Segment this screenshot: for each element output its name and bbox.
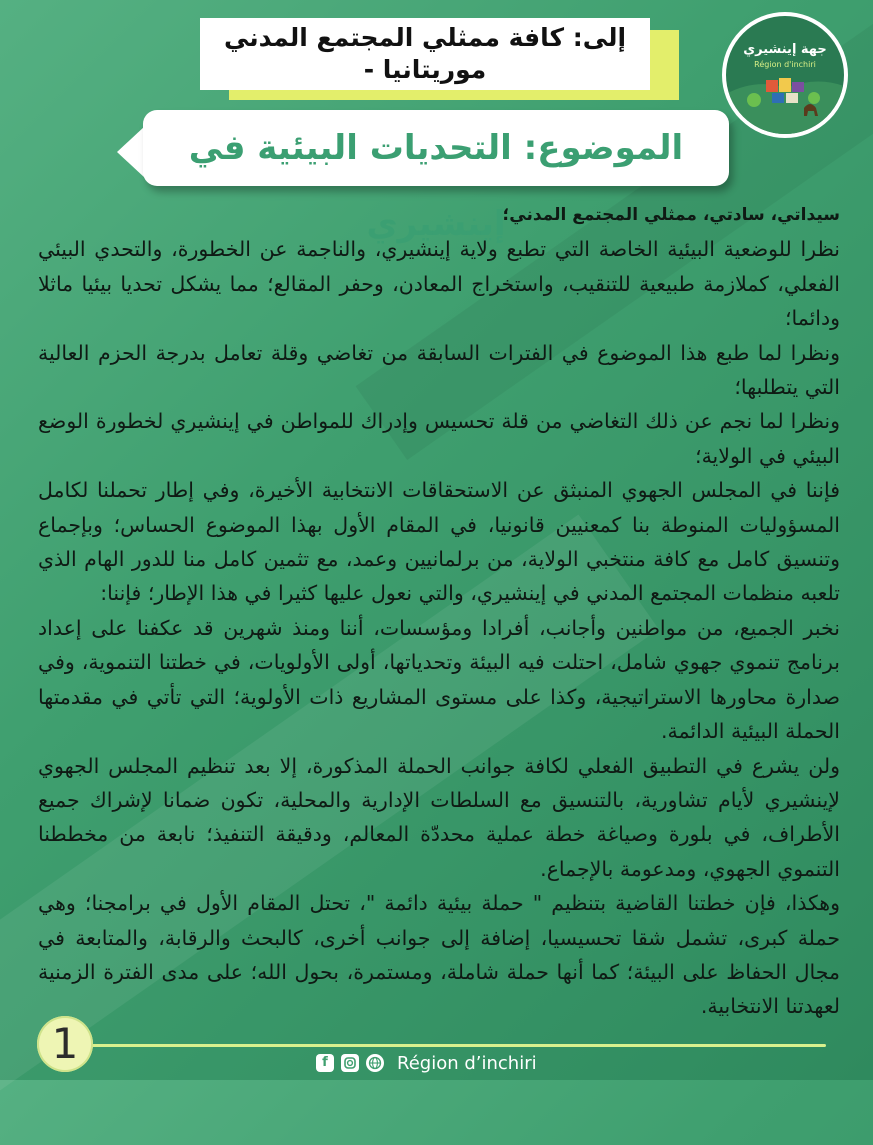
- subject-arrow: [117, 126, 145, 178]
- footer-social: [316, 1050, 537, 1076]
- paragraph: فإننا في المجلس الجهوي المنبثق عن الاستحقاقات الانتخابية الأخيرة، وفي إطار تحملنا لكامل المسؤوليات المنوطة بنا كمعنيين قانونيا، في المقام الأول بهذا الموضوع الحساس؛ وبإجماع وتنسيق كامل مع كافة منتخبي الولاية، من برلمانيين وعمد، مع تثمين كامل منا للدور الهام الذي تلعبه منظمات المجتمع المدني في إينشيري، والتي نعول عليها كثيرا في هذا الإطار؛ فإننا:: [38, 478, 840, 606]
- paragraph: نخبر الجميع، من مواطنين وأجانب، أفرادا ومؤسسات، أننا ومنذ شهرين قد عكفنا على إعداد برنامج تنموي جهوي شامل، احتلت فيه البيئة وتحدياتها، أولى الأولويات، في خطتنا التنموية، وفي صدارة محاورها الاستراتيجية، وكذا على مستوى المشاريع ذات الأولوية؛ التي تأتي في مقدمتها الحملة البيئية الدائمة.: [38, 615, 840, 744]
- region-logo: [722, 12, 848, 138]
- paragraph: ولن يشرع في التطبيق الفعلي لكافة جوانب الحملة المذكورة، إلا بعد تنظيم المجلس الجهوي لإينشيري لأيام تشاورية، بالتنسيق مع السلطات الإدارية والمحلية، تكون ضمانا لإشراك جميع الأطراف، في بلورة وصياغة خطة عملية محددّة المعالم، ودقيقة التنفيذ؛ نابعة من مخططنا التنموي الجهوي، ومدعومة بالإجماع.: [38, 753, 840, 881]
- footer-region-name: Région d’inchiri: [397, 1052, 537, 1074]
- facebook-icon[interactable]: f: [316, 1054, 334, 1072]
- footer-divider: [82, 1044, 826, 1047]
- web-globe-icon[interactable]: [366, 1054, 384, 1072]
- paragraph: ونظرا لما نجم عن ذلك التغاضي من قلة تحسيس وإدراك للمواطن في إينشيري لخطورة الوضع البيئي في الولاية؛: [38, 409, 840, 468]
- recipient-line-2: موريتانيا -: [363, 55, 487, 84]
- salutation: سيداتي، سادتي، ممثلي المجتمع المدني؛: [502, 205, 840, 225]
- subject-title: الموضوع: التحديات البيئية في إينشيري: [188, 128, 684, 244]
- paragraph: وهكذا، فإن خطتنا القاضية بتنظيم " حملة بيئية دائمة "، تحتل المقام الأول في برامجنا؛ وهي حملة كبرى، تشمل شقا تحسيسيا، إضافة إلى جوانب أخرى، كالبحث والرقابة، والمتابعة في مجال الحفاظ على البيئة؛ كما أنها حملة شاملة، ومستمرة، بحول الله؛ على مدى الفترة الزمنية لعهدتنا الانتخابية.: [38, 891, 840, 1019]
- logo-illustration: [726, 16, 844, 134]
- paragraph: ونظرا لما طبع هذا الموضوع في الفترات السابقة من تغاضي وقلة تعامل بدرجة الحزم العالية التي يتطلبها؛: [38, 340, 840, 400]
- page-number: 1: [37, 1016, 93, 1072]
- logo-title: جهة إينشيري: [743, 42, 827, 57]
- letter-body: [38, 198, 840, 1024]
- instagram-icon[interactable]: [341, 1054, 359, 1072]
- recipient-box: [200, 18, 650, 90]
- logo-subtitle: Région d'inchiri: [754, 60, 816, 69]
- recipient-line-1: إلى: كافة ممثلي المجتمع المدني: [223, 23, 627, 52]
- paragraph: نظرا للوضعية البيئية الخاصة التي تطبع ولاية إينشيري، والناجمة عن الخطورة، والتحدي البيئي الفعلي، كملازمة طبيعية للتنقيب، واستخراج المعادن، وحفر المقالع؛ مما يشكل تحديا بيئيا ماثلا ودائما؛: [38, 237, 840, 331]
